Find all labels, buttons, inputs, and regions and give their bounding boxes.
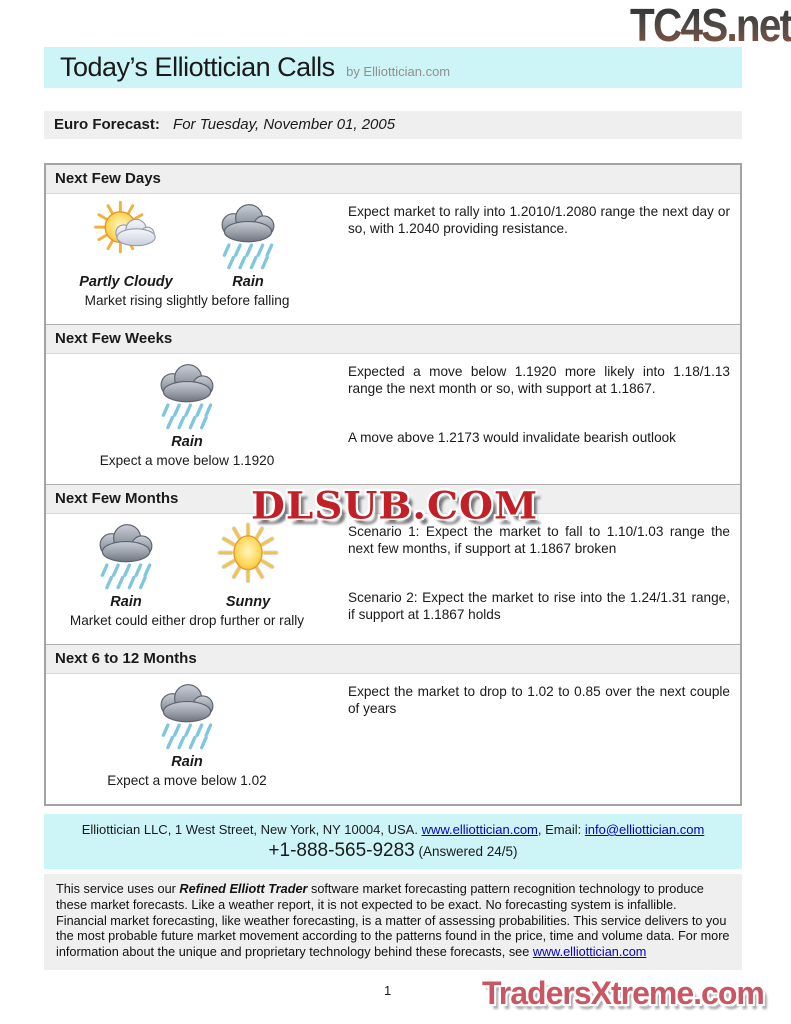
weather-caption: Market could either drop further or rally (69, 613, 305, 628)
weather-column (46, 194, 328, 314)
page-title: Today’s Elliottician Calls (60, 52, 335, 82)
phone-number: +1-888-565-9283 (268, 840, 415, 861)
forecast-paragraph: Expect market to rally into 1.2010/1.2080 range the next day or so, with 1.2040 providing resistance. (348, 204, 730, 237)
section-header: Next Few Weeks (46, 325, 740, 354)
phone-availability: (Answered 24/5) (414, 844, 518, 859)
icon-label: Rain (171, 434, 203, 450)
icon-label: Sunny (225, 594, 271, 610)
icon-label: Rain (110, 594, 142, 610)
product-name: Refined Elliott Trader (179, 882, 308, 896)
email-link[interactable]: info@elliottician.com (584, 822, 705, 837)
sunny-icon (210, 519, 286, 591)
page-number: 1 (384, 983, 392, 998)
icon-label: Rain (171, 754, 203, 770)
email-label: , Email: (537, 822, 585, 837)
forecast-text (328, 354, 740, 474)
section-next-few-weeks (46, 324, 740, 484)
weather-caption: Expect a move below 1.1920 (99, 453, 275, 468)
website-link[interactable]: www.elliottician.com (421, 822, 538, 837)
partly-cloudy-icon (88, 199, 164, 271)
section-header: Next Few Months (46, 485, 740, 514)
forecast-paragraph: Expect the market to drop to 1.02 to 0.85 over the next couple of years (348, 684, 730, 717)
contact-bar (44, 814, 742, 869)
weather-column (46, 674, 328, 794)
rain-icon (149, 359, 225, 431)
rain-icon (88, 519, 164, 591)
weather-caption: Expect a move below 1.02 (107, 773, 267, 788)
section-header: Next Few Days (46, 165, 740, 194)
forecast-date: For Tuesday, November 01, 2005 (173, 116, 396, 133)
euro-forecast-bar (44, 111, 742, 139)
weather-caption: Market rising slightly before falling (84, 293, 290, 308)
section-next-few-days (46, 165, 740, 324)
forecast-text (328, 674, 740, 794)
tc4s-watermark-logo: TC4S.net (629, 0, 791, 51)
rain-icon (210, 199, 286, 271)
forecast-label: Euro Forecast: (54, 116, 160, 133)
dlsub-watermark-logo: DLSUB.COM (251, 484, 539, 528)
forecast-paragraph: Scenario 1: Expect the market to fall to 1.10/1.03 range the next few months, if support at 1.1867 broken (348, 524, 730, 557)
forecast-text (328, 194, 740, 314)
icon-label: Rain (232, 274, 264, 290)
section-next-6-to-12-months (46, 644, 740, 804)
forecast-paragraph: Expected a move below 1.1920 more likely into 1.18/1.13 range the next month or so, with support at 1.1867. (348, 364, 730, 397)
tradersxtreme-watermark-logo: TradersXtreme.com (482, 975, 764, 1011)
weather-column (46, 354, 328, 474)
forecast-text (328, 514, 740, 634)
forecast-paragraph: Scenario 2: Expect the market to rise into the 1.24/1.31 range, if support at 1.1867 holds (348, 589, 730, 623)
weather-column (46, 514, 328, 634)
icon-label: Partly Cloudy (79, 274, 173, 290)
disclaimer-text: This service uses our (56, 882, 180, 896)
title-bar (44, 47, 742, 88)
disclaimer (44, 874, 742, 970)
disclaimer-text: software market forecasting pattern recognition technology to produce these market forecasts. Like a weather report, it is not expected to be exact. No forecasting system is infallible. Financial market forecasting, like weather forecasting, is a matter of assessing probabilities. This service delivers to you the most probable future market movement according to the patterns found in the price, time and volume data. For more information about the unique and proprietary technology behind these forecasts, see (56, 882, 730, 959)
forecast-paragraph: A move above 1.2173 would invalidate bearish outlook (348, 429, 676, 445)
byline: by Elliottician.com (346, 64, 451, 79)
company-address: Elliottician LLC, 1 West Street, New York, NY 10004, USA. (81, 822, 422, 837)
rain-icon (149, 679, 225, 751)
disclaimer-website-link[interactable]: www.elliottician.com (532, 945, 647, 959)
section-header: Next 6 to 12 Months (46, 645, 740, 674)
